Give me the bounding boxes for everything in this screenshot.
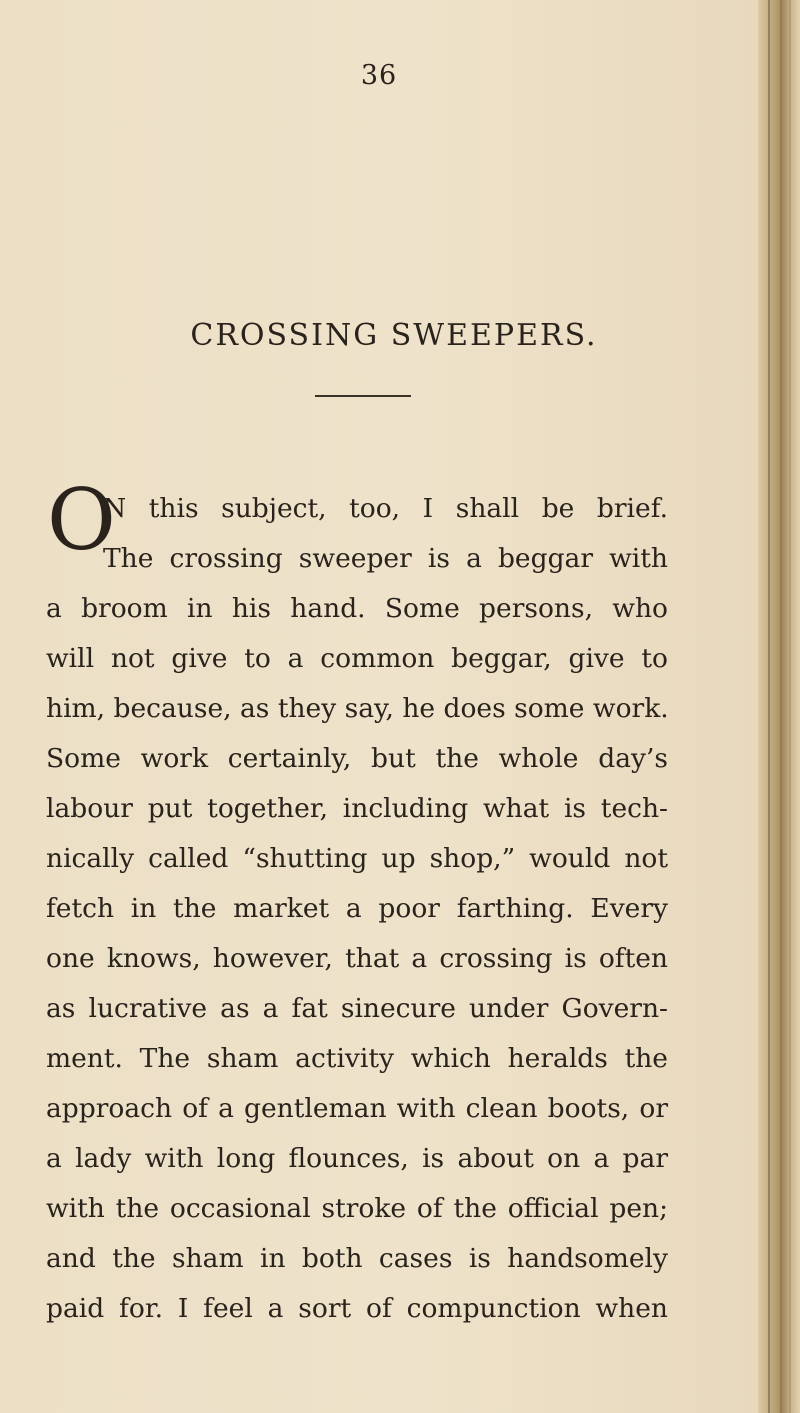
text-line: him, because, as they say, he does some work. [46, 693, 669, 724]
text-line: a broom in his hand. Some persons, who [46, 593, 668, 624]
page-edge-shadow [758, 0, 800, 1413]
text-line: N this subject, too, I shall be brief. [103, 493, 668, 524]
text-line: as lucrative as a fat sinecure under Govern- [46, 993, 668, 1024]
text-line: fetch in the market a poor farthing. Every [46, 893, 668, 924]
text-line: Some work certainly, but the whole day’s [46, 743, 668, 774]
text-line: The crossing sweeper is a beggar with [103, 543, 668, 574]
drop-cap: O [47, 471, 116, 569]
chapter-title: CROSSING SWEEPERS. [190, 318, 598, 353]
text-line: labour put together, including what is tech- [46, 793, 668, 824]
text-line: with the occasional stroke of the official pen; [46, 1193, 668, 1224]
text-line: paid for. I feel a sort of compunction when [46, 1293, 668, 1324]
page-edge-streak [768, 0, 770, 1413]
text-line: ment. The sham activity which heralds the [46, 1043, 668, 1074]
page-edge-streak [780, 0, 782, 1413]
text-line: and the sham in both cases is handsomely [46, 1243, 668, 1274]
text-line: one knows, however, that a crossing is often [46, 943, 668, 974]
page-edge-streak [789, 0, 791, 1413]
text-line: approach of a gentleman with clean boots, or [46, 1093, 668, 1124]
text-line: nically called “shutting up shop,” would not [46, 843, 668, 874]
text-line: will not give to a common beggar, give to [46, 643, 668, 674]
text-line: a lady with long flounces, is about on a par [46, 1143, 668, 1174]
page-number: 36 [360, 60, 398, 91]
title-rule [315, 395, 411, 397]
